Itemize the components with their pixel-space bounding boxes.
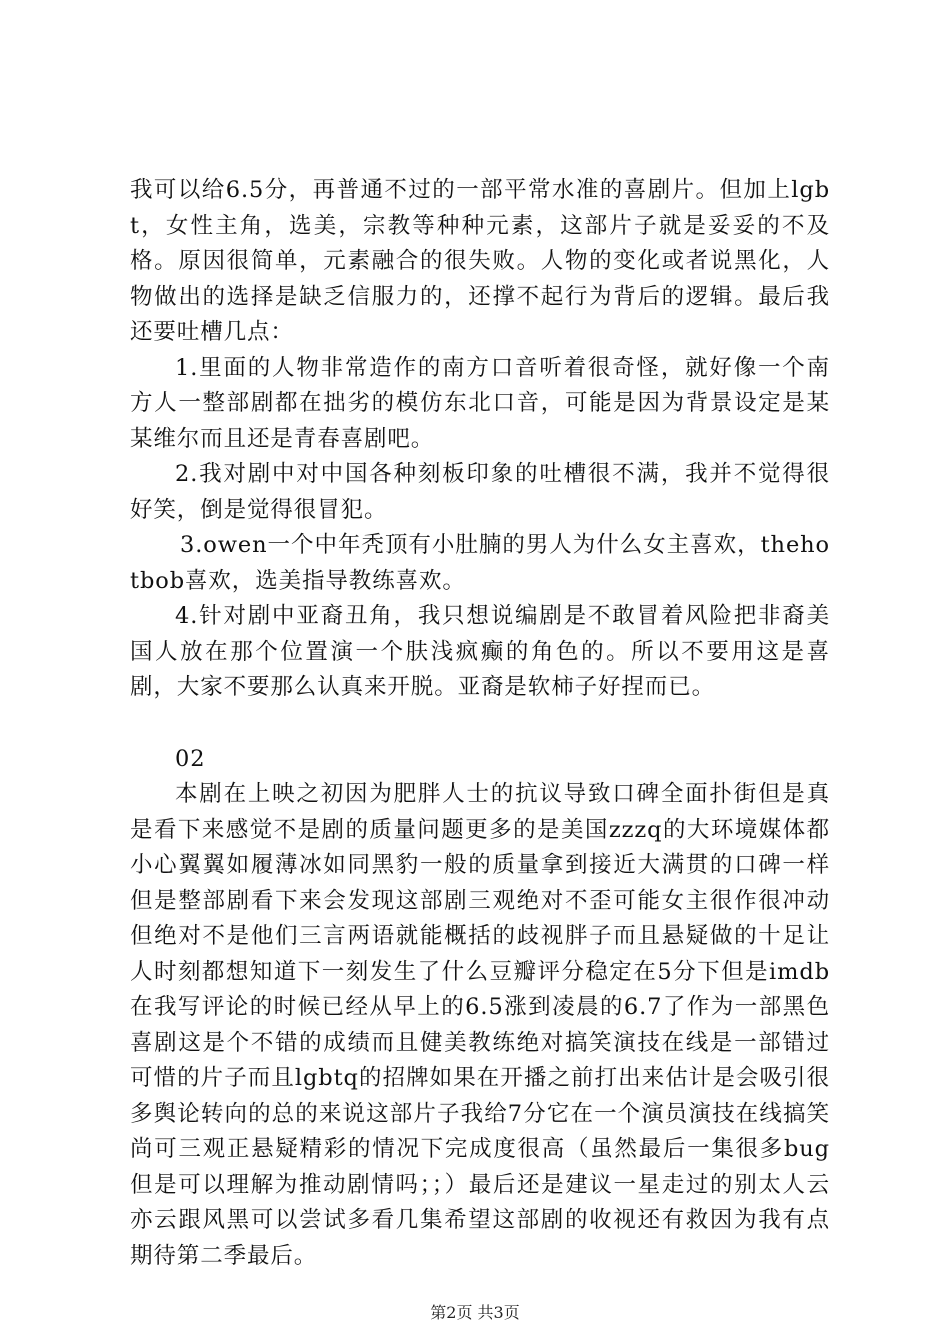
list-item-3: 3.owen一个中年秃顶有小肚腩的男人为什么女主喜欢，thehotbob喜欢，选美指导教练喜欢。 [130,532,830,594]
body-text [130,173,830,1274]
review-paragraph: 本剧在上映之初因为肥胖人士的抗议导致口碑全面扑街但是真是看下来感觉不是剧的质量问题更多的是美国zzzq的大环境媒体都小心翼翼如履薄冰如同黑豹一般的质量拿到接近大满贯的口碑一样但是整部剧看下来会发现这部剧三观绝对不歪可能女主很作很冲动但绝对不是他们三言两语就能概括的歧视胖子而且悬疑做的十足让人时刻都想知道下一刻发生了什么豆瓣评分稳定在5分下但是imdb在我写评论的时候已经从早上的6.5涨到凌晨的6.7了作为一部黑色喜剧这是个不错的成绩而且健美教练绝对搞笑演技在线是一部错过可惜的片子而且lgbtq的招牌如果在开播之前打出来估计是会吸引很多舆论转向的总的来说这部片子我给7分它在一个演员演技在线搞笑尚可三观正悬疑精彩的情况下完成度很高（虽然最后一集很多bug但是可以理解为推动剧情吗；；）最后还是建议一星走过的别太人云亦云跟风黑可以尝试多看几集希望这部剧的收视还有救因为我有点期待第二季最后。 [130,781,830,1269]
list-item-2: 2.我对剧中对中国各种刻板印象的吐槽很不满，我并不觉得很好笑，倒是觉得很冒犯。 [130,461,830,523]
page-footer: 第2页 共3页 [430,1303,520,1322]
paragraph-gap [130,706,830,742]
section-number: 02 [175,745,206,772]
list-item-1: 1.里面的人物非常造作的南方口音听着很奇怪，就好像一个南方人一整部剧都在拙劣的模仿东北口音，可能是因为背景设定是某某维尔而且还是青春喜剧吧。 [130,354,830,452]
intro-paragraph: 我可以给6.5分，再普通不过的一部平常水准的喜剧片。但加上lgbt，女性主角，选美，宗教等种种元素，这部片子就是妥妥的不及格。原因很简单，元素融合的很失败。人物的变化或者说黑化，人物做出的选择是缺乏信服力的，还撑不起行为背后的逻辑。最后我还要吐槽几点： [130,177,830,345]
list-item-4: 4.针对剧中亚裔丑角，我只想说编剧是不敢冒着风险把非裔美国人放在那个位置演一个肤浅疯癫的角色的。所以不要用这是喜剧，大家不要那么认真来开脱。亚裔是软柿子好捏而已。 [130,603,830,700]
